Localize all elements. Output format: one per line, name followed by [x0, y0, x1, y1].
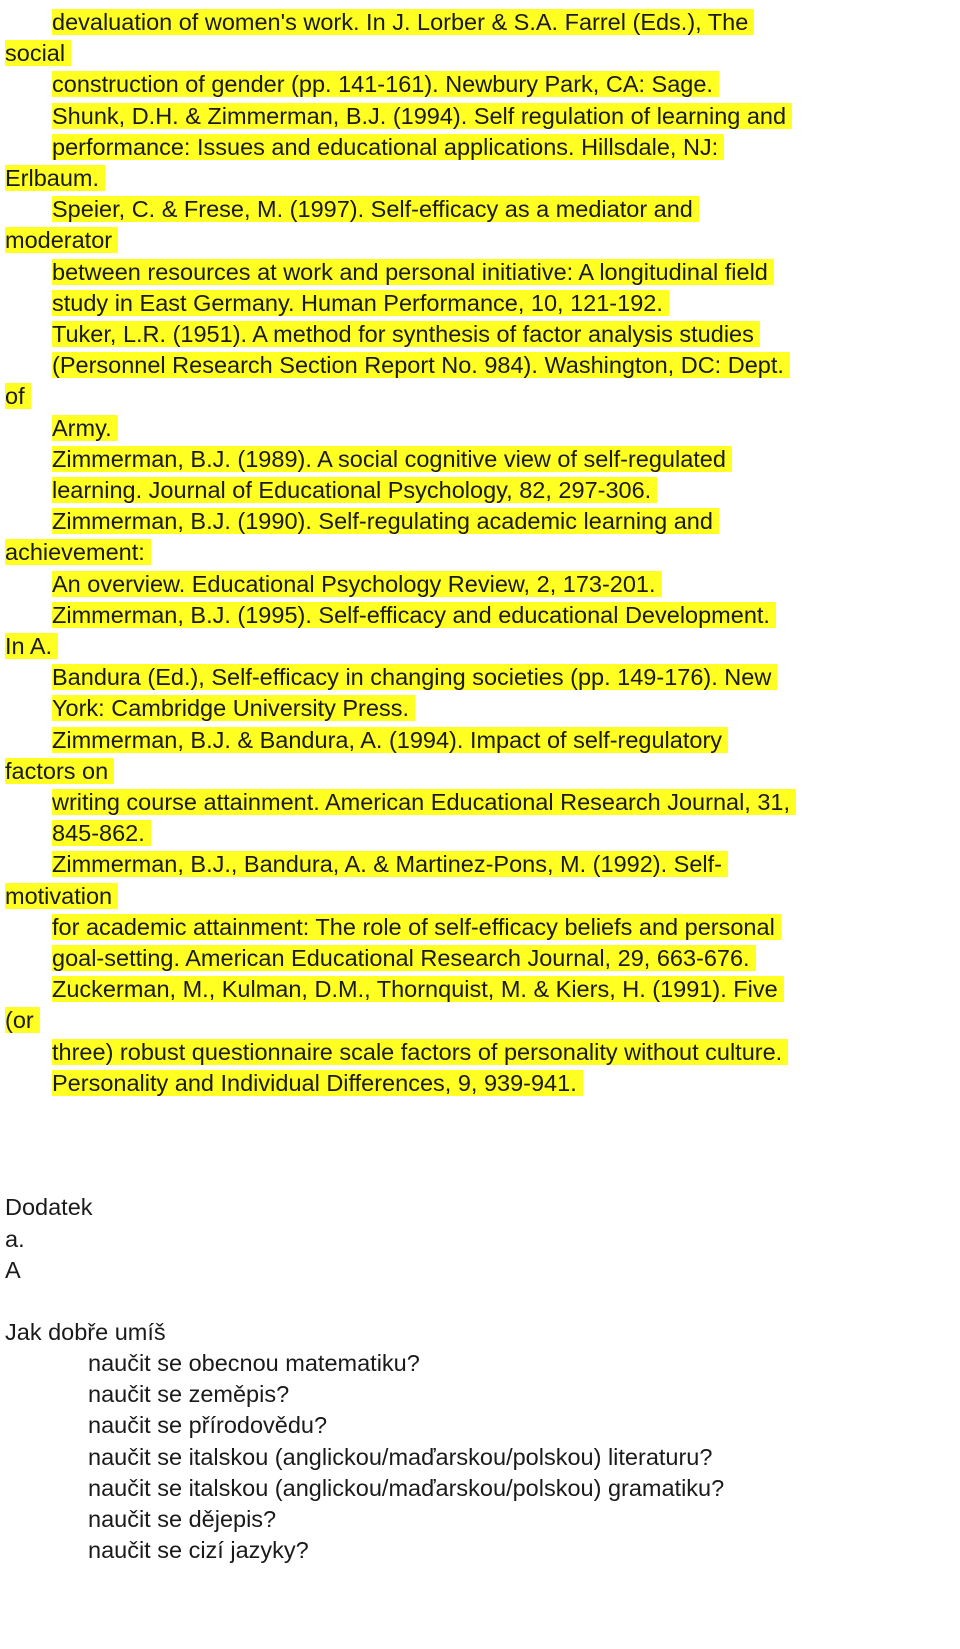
reference-line: [52, 850, 728, 879]
reference-line: [52, 788, 796, 817]
reference-text: writing course attainment. American Educational Research Journal, 31,: [52, 789, 796, 815]
reference-line: [52, 195, 699, 224]
reference-line: [5, 39, 71, 68]
appendix-question-item: naučit se cizí jazyky?: [88, 1537, 309, 1564]
reference-text: Zimmerman, B.J. (1995). Self-efficacy and educational Development.: [52, 602, 776, 628]
reference-line: [52, 320, 760, 349]
appendix-question-item: naučit se obecnou matematiku?: [88, 1350, 420, 1376]
reference-text: devaluation of women's work. In J. Lorber & S.A. Farrel (Eds.), The: [52, 9, 754, 35]
reference-line: [52, 663, 777, 692]
reference-text: York: Cambridge University Press.: [52, 695, 415, 721]
reference-line: [52, 570, 662, 599]
reference-text: between resources at work and personal initiative: A longitudinal field: [52, 259, 774, 285]
reference-text: performance: Issues and educational applications. Hillsdale, NJ:: [52, 134, 724, 160]
reference-line: [52, 351, 790, 380]
reference-text: of: [5, 383, 31, 409]
reference-text: An overview. Educational Psychology Review, 2, 173-201.: [52, 571, 662, 597]
reference-text: 845-862.: [52, 820, 151, 846]
reference-line: [52, 1069, 583, 1098]
reference-text: Zimmerman, B.J. & Bandura, A. (1994). Impact of self-regulatory: [52, 727, 728, 753]
reference-text: (or: [5, 1007, 40, 1033]
reference-line: [52, 944, 756, 973]
reference-line: [52, 694, 415, 723]
reference-line: [52, 445, 732, 474]
reference-line: [52, 726, 728, 755]
reference-text: Zuckerman, M., Kulman, D.M., Thornquist, M. & Kiers, H. (1991). Five: [52, 976, 784, 1002]
appendix-question-item: naučit se italskou (anglickou/maďarskou/polskou) literaturu?: [88, 1443, 713, 1470]
reference-text: Bandura (Ed.), Self-efficacy in changing societies (pp. 149-176). New: [52, 664, 777, 690]
reference-line: [52, 70, 719, 99]
appendix-subheading-A: A: [5, 1257, 21, 1283]
reference-line: [52, 258, 774, 287]
reference-text: Shunk, D.H. & Zimmerman, B.J. (1994). Self regulation of learning and: [52, 103, 792, 129]
reference-line: [5, 882, 118, 911]
reference-text: factors on: [5, 758, 114, 784]
reference-text: motivation: [5, 883, 118, 909]
reference-text: Zimmerman, B.J. (1990). Self-regulating academic learning and: [52, 508, 719, 534]
appendix-question-item: naučit se přírodovědu?: [88, 1412, 328, 1439]
reference-line: [5, 164, 105, 193]
reference-line: [5, 757, 114, 786]
reference-text: construction of gender (pp. 141-161). Newbury Park, CA: Sage.: [52, 71, 719, 97]
reference-line: [5, 538, 151, 567]
appendix-question-item: naučit se dějepis?: [88, 1506, 277, 1532]
reference-text: learning. Journal of Educational Psychology, 82, 297-306.: [52, 477, 657, 503]
reference-line: [52, 102, 792, 131]
reference-line: [52, 819, 151, 848]
reference-text: moderator: [5, 227, 118, 253]
reference-text: study in East Germany. Human Performance, 10, 121-192.: [52, 290, 669, 316]
reference-text: In A.: [5, 633, 58, 659]
reference-line: [52, 133, 724, 162]
reference-line: [52, 476, 657, 505]
appendix-question-item: naučit se italskou (anglickou/maďarskou/polskou) gramatiku?: [88, 1474, 725, 1501]
appendix-title: Dodatek: [5, 1194, 93, 1220]
reference-line: [52, 507, 719, 536]
reference-line: [52, 1038, 788, 1067]
reference-line: [52, 601, 776, 630]
reference-text: Army.: [52, 415, 118, 441]
reference-line: [5, 1006, 40, 1035]
reference-line: [52, 8, 754, 37]
reference-text: goal-setting. American Educational Research Journal, 29, 663-676.: [52, 945, 756, 971]
appendix-subheading-a: a.: [5, 1226, 25, 1252]
reference-text: Tuker, L.R. (1951). A method for synthesis of factor analysis studies: [52, 321, 760, 347]
appendix-question-item: naučit se zeměpis?: [88, 1381, 290, 1408]
reference-text: Zimmerman, B.J., Bandura, A. & Martinez-Pons, M. (1992). Self-: [52, 851, 728, 877]
reference-line: [52, 414, 118, 443]
reference-text: (Personnel Research Section Report No. 984). Washington, DC: Dept.: [52, 352, 790, 378]
reference-text: Personality and Individual Differences, 9, 939-941.: [52, 1070, 583, 1096]
reference-text: social: [5, 40, 71, 66]
reference-text: Speier, C. & Frese, M. (1997). Self-efficacy as a mediator and: [52, 196, 699, 222]
reference-text: achievement:: [5, 539, 151, 565]
reference-line: [5, 382, 31, 411]
reference-line: [52, 913, 781, 942]
reference-line: [5, 632, 58, 661]
reference-text: Erlbaum.: [5, 165, 105, 191]
reference-line: [52, 289, 669, 318]
appendix-question: Jak dobře umíš: [5, 1319, 166, 1345]
reference-line: [5, 226, 118, 255]
reference-text: for academic attainment: The role of self-efficacy beliefs and personal: [52, 914, 781, 940]
reference-text: three) robust questionnaire scale factors of personality without culture.: [52, 1039, 788, 1065]
reference-text: Zimmerman, B.J. (1989). A social cognitive view of self-regulated: [52, 446, 732, 472]
reference-line: [52, 975, 784, 1004]
